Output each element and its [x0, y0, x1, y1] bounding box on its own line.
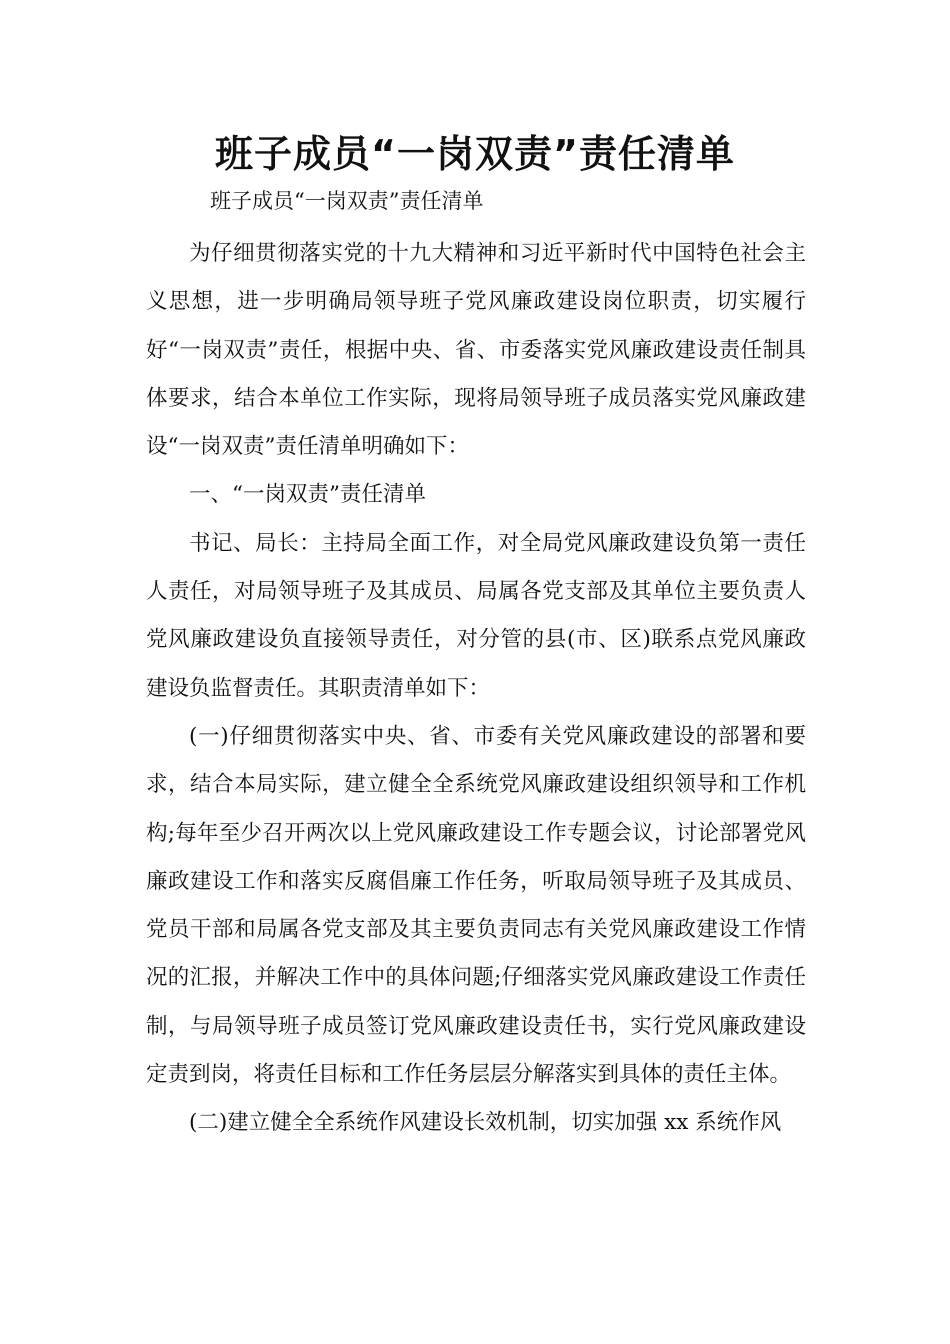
document-subtitle: 班子成员“一岗双责”责任清单: [210, 189, 484, 213]
document-body: [146, 230, 806, 1148]
section-heading-1: 一、“一岗双责”责任清单: [189, 482, 426, 508]
paragraph-item-1: (一)仔细贯彻落实中央、省、市委有关党风廉政建设的部署和要求，结合本局实际，建立健全全系统党风廉政建设组织领导和工作机构;每年至少召开两次以上党风廉政建设工作专题会议，讨论部署党风廉政建设工作和落实反腐倡廉工作任务，听取局领导班子及其成员、党员干部和局属各党支部及其主要负责同志有关党风廉政建设工作情况的汇报，并解决工作中的具体问题;仔细落实党风廉政建设工作责任制，与局领导班子成员签订党风廉政建设责任书，实行党风廉政建设定责到岗，将责任目标和工作任务层层分解落实到具体的责任主体。: [146, 723, 806, 1088]
paragraph-intro: 为仔细贯彻落实党的十九大精神和习近平新时代中国特色社会主义思想，进一步明确局领导班子党风廉政建设岗位职责，切实履行好“一岗双责”责任，根据中央、省、市委落实党风廉政建设责任制具体要求，结合本单位工作实际，现将局领导班子成员落实党风廉政建设“一岗双责”责任清单明确如下：: [146, 241, 806, 460]
document-title: 班子成员“一岗双责”责任清单: [215, 132, 735, 176]
paragraph-item-2: (二)建立健全全系统作风建设长效机制，切实加强 xx 系统作风: [189, 1110, 782, 1136]
paragraph-secretary-duties: 书记、局长：主持局全面工作，对全局党风廉政建设负第一责任人责任，对局领导班子及其成员、局属各党支部及其单位主要负责人党风廉政建设负直接领导责任，对分管的县(市、区)联系点党风廉政建设负监督责任。其职责清单如下：: [146, 530, 806, 701]
